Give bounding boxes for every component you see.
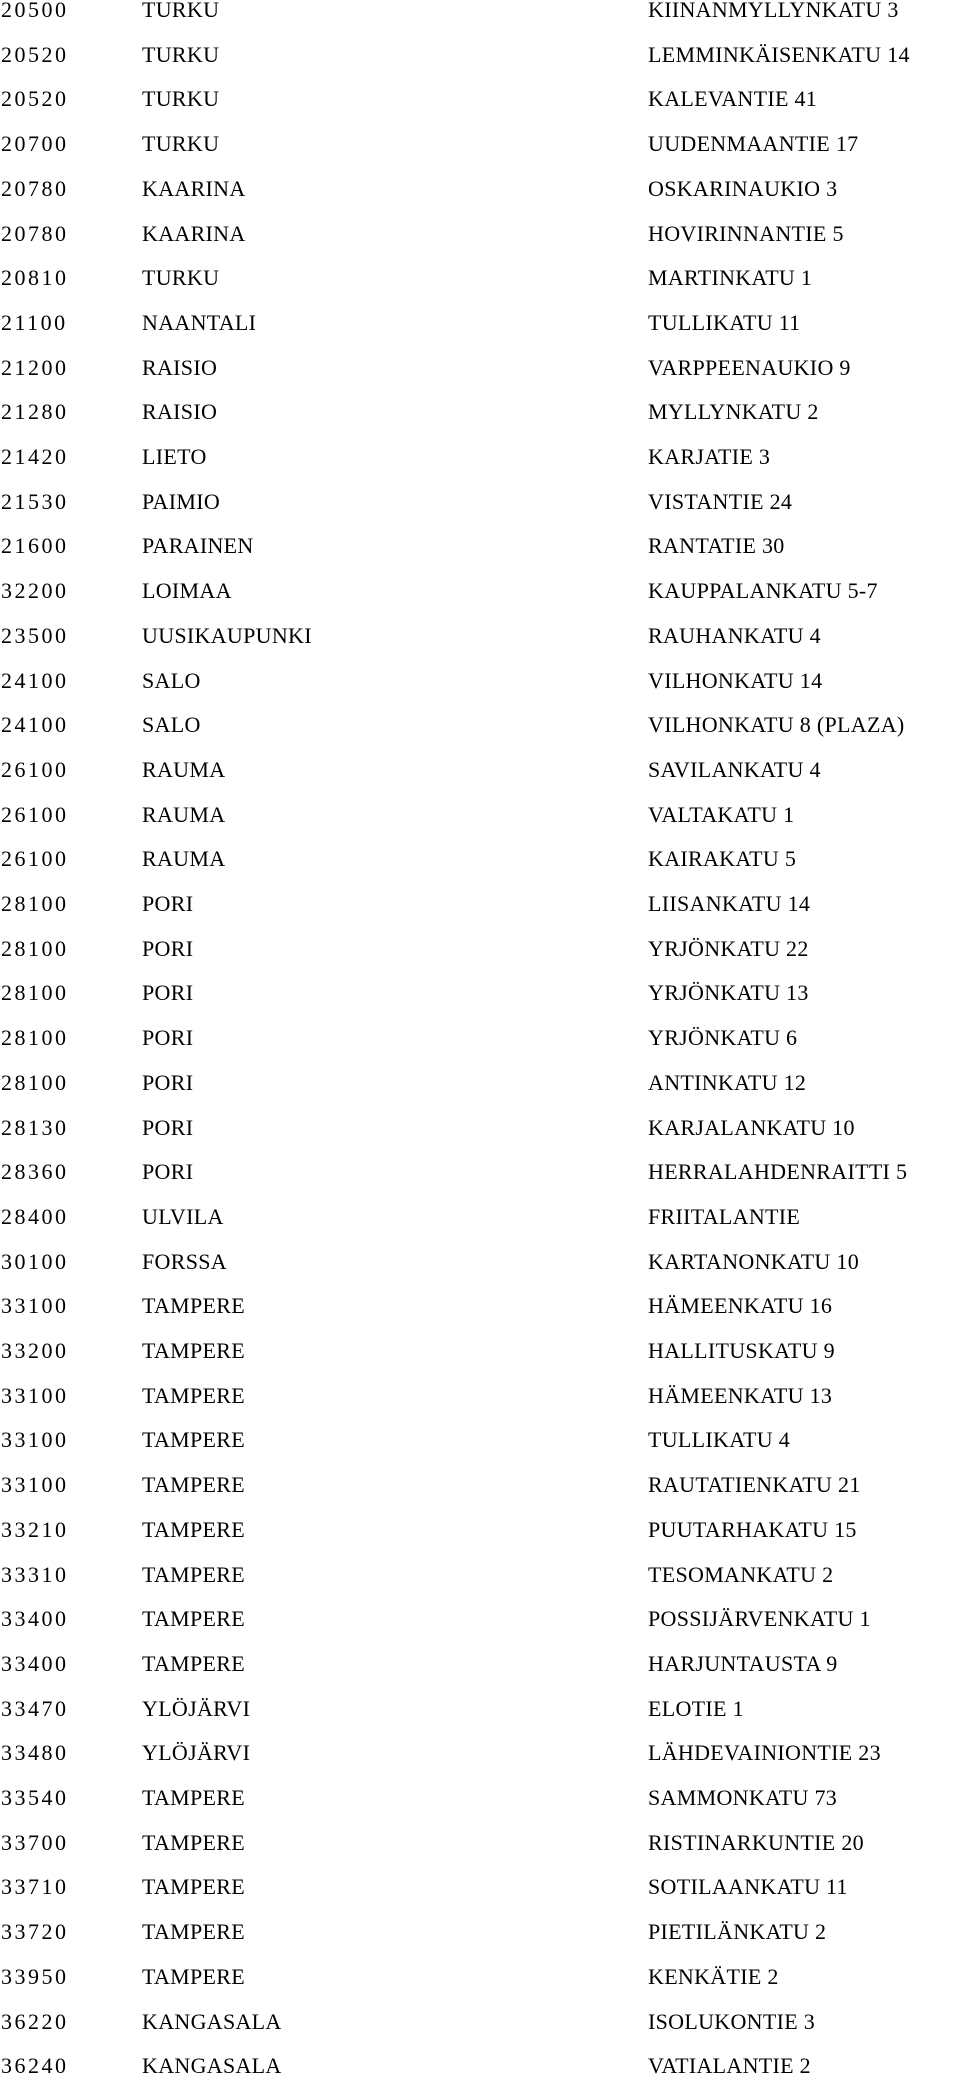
postal-code: 33100	[1, 1293, 69, 1319]
list-row	[0, 1697, 960, 1742]
list-row	[0, 400, 960, 445]
city-name: PORI	[142, 1025, 194, 1051]
postal-code: 33470	[1, 1695, 69, 1721]
list-row	[0, 1473, 960, 1518]
city-name: PORI	[142, 980, 194, 1006]
street-address: VATIALANTIE 2	[648, 2053, 811, 2079]
postal-code: 23500	[1, 622, 69, 648]
street-address: VARPPEENAUKIO 9	[648, 354, 851, 380]
list-row	[0, 624, 960, 669]
list-row	[0, 1428, 960, 1473]
street-address: RANTATIE 30	[648, 533, 785, 559]
postal-code: 33950	[1, 1963, 69, 1989]
list-row	[0, 892, 960, 937]
city-name: TAMPERE	[142, 1561, 246, 1587]
street-address: YRJÖNKATU 13	[648, 980, 809, 1006]
postal-code: 28100	[1, 935, 69, 961]
list-row	[0, 981, 960, 1026]
list-row	[0, 1294, 960, 1339]
city-name: TURKU	[142, 131, 220, 157]
city-name: TURKU	[142, 265, 220, 291]
list-row	[0, 222, 960, 267]
list-row	[0, 1965, 960, 2010]
list-row	[0, 1116, 960, 1161]
city-name: KAARINA	[142, 175, 246, 201]
list-row	[0, 534, 960, 579]
list-row	[0, 87, 960, 132]
street-address: LIISANKATU 14	[648, 891, 811, 916]
city-name: PORI	[142, 1114, 194, 1140]
street-address: RAUTATIENKATU 21	[648, 1472, 861, 1498]
postal-code: 28100	[1, 891, 69, 916]
postal-code: 33400	[1, 1650, 69, 1676]
city-name: RAISIO	[142, 354, 218, 380]
street-address: HÄMEENKATU 16	[648, 1293, 833, 1319]
city-name: YLÖJÄRVI	[142, 1695, 251, 1721]
street-address: PIETILÄNKATU 2	[648, 1919, 827, 1945]
list-row	[0, 937, 960, 982]
street-address: YRJÖNKATU 22	[648, 935, 809, 961]
postal-code: 20780	[1, 175, 69, 201]
street-address: ELOTIE 1	[648, 1695, 744, 1721]
street-address: TULLIKATU 4	[648, 1427, 790, 1453]
list-row	[0, 1026, 960, 1071]
list-row	[0, 1518, 960, 1563]
postal-code: 21530	[1, 488, 69, 514]
street-address: TESOMANKATU 2	[648, 1561, 834, 1587]
list-row	[0, 1250, 960, 1295]
street-address: YRJÖNKATU 6	[648, 1025, 798, 1051]
city-name: TAMPERE	[142, 1338, 246, 1363]
city-name: TAMPERE	[142, 1606, 246, 1632]
city-name: KANGASALA	[142, 2053, 282, 2079]
city-name: TURKU	[142, 41, 220, 67]
postal-code: 26100	[1, 756, 69, 782]
street-address: RISTINARKUNTIE 20	[648, 1829, 864, 1855]
postal-code: 26100	[1, 801, 69, 827]
postal-code: 33210	[1, 1516, 69, 1542]
city-name: LOIMAA	[142, 578, 232, 604]
street-address: ANTINKATU 12	[648, 1069, 807, 1095]
postal-code: 33310	[1, 1561, 69, 1587]
postal-code: 33200	[1, 1338, 69, 1363]
street-address: KENKÄTIE 2	[648, 1963, 779, 1989]
city-name: TAMPERE	[142, 1919, 246, 1945]
city-name: RAUMA	[142, 846, 226, 872]
city-name: PORI	[142, 935, 194, 961]
postal-code: 26100	[1, 846, 69, 872]
street-address: FRIITALANTIE	[648, 1203, 801, 1229]
city-name: NAANTALI	[142, 309, 257, 335]
postal-code: 24100	[1, 712, 69, 738]
postal-code: 33100	[1, 1472, 69, 1498]
city-name: TAMPERE	[142, 1427, 246, 1453]
postal-code: 33720	[1, 1919, 69, 1945]
postal-code: 32200	[1, 578, 69, 604]
street-address: SAVILANKATU 4	[648, 756, 821, 782]
city-name: KAARINA	[142, 220, 246, 246]
city-name: RAUMA	[142, 756, 226, 782]
list-row	[0, 1786, 960, 1831]
street-address: HERRALAHDENRAITTI 5	[648, 1159, 908, 1185]
postal-code: 20520	[1, 86, 69, 112]
postal-code: 24100	[1, 667, 69, 693]
street-address: HARJUNTAUSTA 9	[648, 1650, 838, 1676]
city-name: TAMPERE	[142, 1785, 246, 1810]
street-address: KARJALANKATU 10	[648, 1114, 855, 1140]
city-name: SALO	[142, 712, 201, 738]
street-address: VILHONKATU 8 (PLAZA)	[648, 712, 905, 738]
postal-code: 20810	[1, 265, 69, 291]
list-row	[0, 1339, 960, 1384]
postal-code: 20780	[1, 220, 69, 246]
list-row	[0, 1652, 960, 1697]
list-row	[0, 1563, 960, 1608]
city-name: SALO	[142, 667, 201, 693]
street-address: SAMMONKATU 73	[648, 1785, 838, 1810]
street-address: HÄMEENKATU 13	[648, 1382, 833, 1408]
city-name: KANGASALA	[142, 2008, 282, 2034]
postal-code: 36240	[1, 2053, 69, 2079]
list-row	[0, 1205, 960, 1250]
postal-code: 33710	[1, 1874, 69, 1900]
postal-code: 21420	[1, 444, 69, 469]
street-address: KARTANONKATU 10	[648, 1248, 860, 1274]
list-row	[0, 669, 960, 714]
postal-code: 21200	[1, 354, 69, 380]
postal-code: 33400	[1, 1606, 69, 1632]
street-address: PUUTARHAKATU 15	[648, 1516, 857, 1542]
list-row	[0, 2054, 960, 2099]
city-name: FORSSA	[142, 1248, 227, 1274]
street-address: KARJATIE 3	[648, 444, 771, 469]
street-address: LEMMINKÄISENKATU 14	[648, 41, 910, 67]
list-row	[0, 2010, 960, 2055]
list-row	[0, 847, 960, 892]
city-name: PORI	[142, 891, 194, 916]
list-row	[0, 132, 960, 177]
city-name: TAMPERE	[142, 1829, 246, 1855]
postal-code: 33540	[1, 1785, 69, 1810]
list-row	[0, 177, 960, 222]
postal-code: 28360	[1, 1159, 69, 1185]
list-row	[0, 43, 960, 88]
city-name: YLÖJÄRVI	[142, 1740, 251, 1766]
postal-code: 20520	[1, 41, 69, 67]
list-row	[0, 311, 960, 356]
street-address: VILHONKATU 14	[648, 667, 823, 693]
street-address: SOTILAANKATU 11	[648, 1874, 848, 1900]
city-name: TAMPERE	[142, 1650, 246, 1676]
list-row	[0, 1384, 960, 1429]
city-name: PORI	[142, 1159, 194, 1185]
postal-code: 28130	[1, 1114, 69, 1140]
city-name: TAMPERE	[142, 1963, 246, 1989]
city-name: PAIMIO	[142, 488, 221, 514]
street-address: MARTINKATU 1	[648, 265, 813, 291]
postal-code: 20700	[1, 131, 69, 157]
postal-code: 33100	[1, 1427, 69, 1453]
city-name: ULVILA	[142, 1203, 224, 1229]
street-address: OSKARINAUKIO 3	[648, 175, 838, 201]
street-address: TULLIKATU 11	[648, 309, 801, 335]
street-address: KIINANMYLLYNKATU 3	[648, 0, 899, 22]
city-name: TAMPERE	[142, 1382, 246, 1408]
postal-code: 36220	[1, 2008, 69, 2034]
city-name: PORI	[142, 1069, 194, 1095]
postal-code: 33480	[1, 1740, 69, 1766]
street-address: KAIRAKATU 5	[648, 846, 797, 872]
city-name: PARAINEN	[142, 533, 254, 559]
city-name: TAMPERE	[142, 1472, 246, 1498]
list-row	[0, 1875, 960, 1920]
list-row	[0, 0, 960, 43]
list-row	[0, 758, 960, 803]
list-row	[0, 1607, 960, 1652]
city-name: TAMPERE	[142, 1516, 246, 1542]
street-address: KALEVANTIE 41	[648, 86, 818, 112]
postal-code: 28100	[1, 1069, 69, 1095]
postal-code: 33700	[1, 1829, 69, 1855]
city-name: TURKU	[142, 86, 220, 112]
city-name: TURKU	[142, 0, 220, 22]
list-row	[0, 1741, 960, 1786]
list-row	[0, 803, 960, 848]
postal-code: 33100	[1, 1382, 69, 1408]
postal-code: 28400	[1, 1203, 69, 1229]
city-name: UUSIKAUPUNKI	[142, 622, 312, 648]
street-address: RAUHANKATU 4	[648, 622, 821, 648]
list-row	[0, 1160, 960, 1205]
street-address: KAUPPALANKATU 5-7	[648, 578, 878, 604]
list-row	[0, 579, 960, 624]
street-address: LÄHDEVAINIONTIE 23	[648, 1740, 881, 1766]
city-name: RAISIO	[142, 399, 218, 425]
street-address: UUDENMAANTIE 17	[648, 131, 859, 157]
postal-code: 28100	[1, 980, 69, 1006]
street-address: HOVIRINNANTIE 5	[648, 220, 844, 246]
postal-code: 21100	[1, 309, 68, 335]
postal-code: 21280	[1, 399, 69, 425]
street-address: MYLLYNKATU 2	[648, 399, 819, 425]
city-name: TAMPERE	[142, 1293, 246, 1319]
list-row	[0, 1071, 960, 1116]
street-address: ISOLUKONTIE 3	[648, 2008, 816, 2034]
street-address: VALTAKATU 1	[648, 801, 795, 827]
street-address: HALLITUSKATU 9	[648, 1338, 835, 1363]
postal-code: 28100	[1, 1025, 69, 1051]
list-row	[0, 490, 960, 535]
postal-code: 21600	[1, 533, 69, 559]
street-address: VISTANTIE 24	[648, 488, 793, 514]
postal-code: 20500	[1, 0, 69, 22]
postal-code: 30100	[1, 1248, 69, 1274]
street-address: POSSIJÄRVENKATU 1	[648, 1606, 871, 1632]
list-row	[0, 356, 960, 401]
city-name: RAUMA	[142, 801, 226, 827]
list-row	[0, 266, 960, 311]
list-row	[0, 1831, 960, 1876]
list-row	[0, 445, 960, 490]
city-name: TAMPERE	[142, 1874, 246, 1900]
list-row	[0, 713, 960, 758]
list-row	[0, 1920, 960, 1965]
city-name: LIETO	[142, 444, 207, 469]
